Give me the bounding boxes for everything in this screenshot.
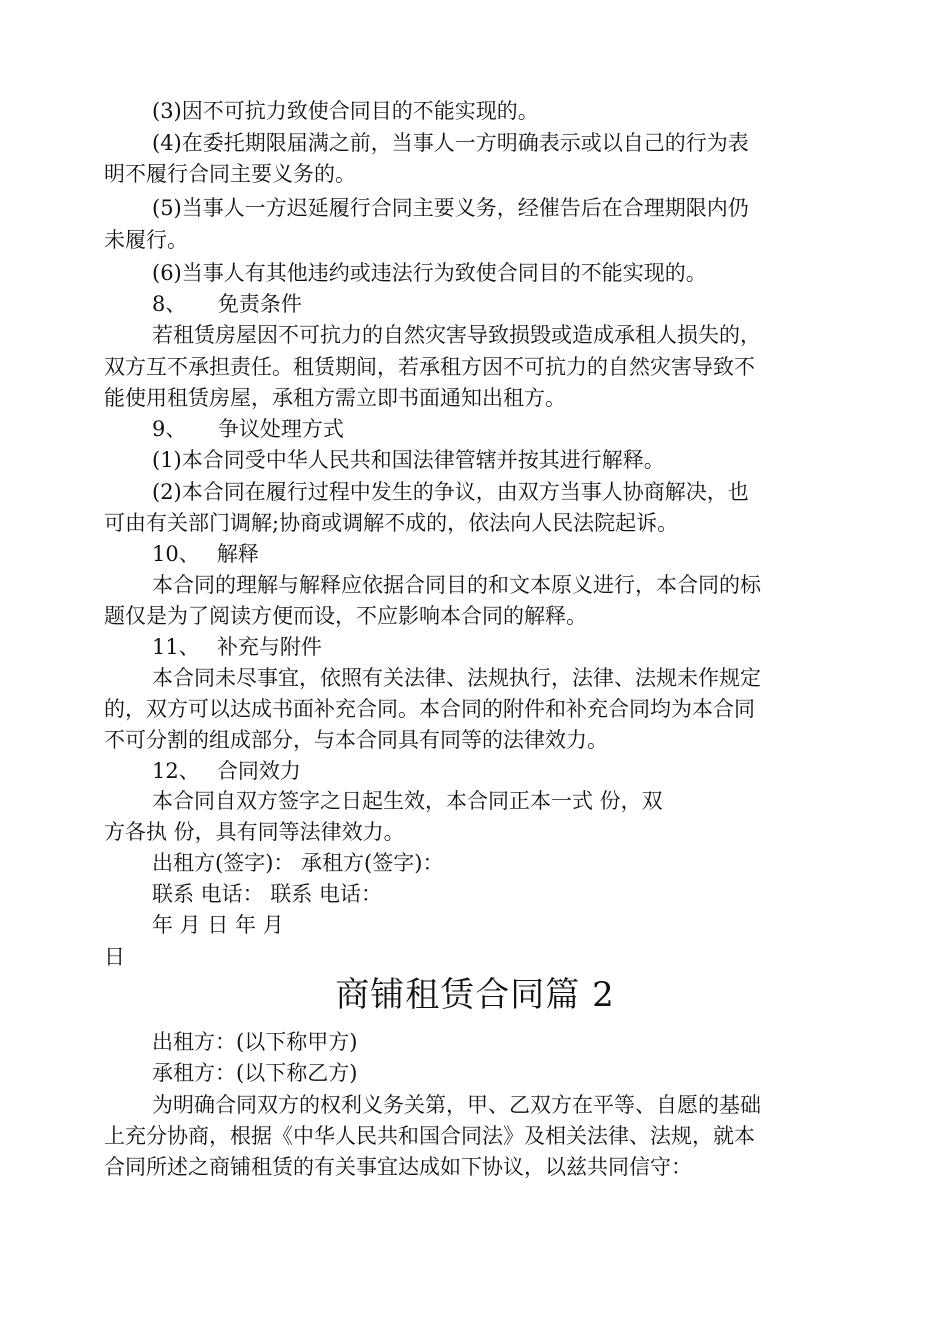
text-line: 为明确合同双方的权利义务关第，甲、乙双方在平等、自愿的基础 bbox=[152, 1093, 761, 1117]
date-line: 年 月 日 年 月 bbox=[152, 913, 284, 937]
date-line: 日 bbox=[104, 945, 125, 969]
text-line: 明不履行合同主要义务的。 bbox=[104, 162, 356, 186]
document-title: 商铺租赁合同篇 2 bbox=[335, 975, 615, 1015]
text-line: (2)本合同在履行过程中发生的争议，由双方当事人协商解决，也 bbox=[152, 480, 749, 504]
section-heading: 8、 免责条件 bbox=[152, 292, 302, 316]
text-line: 本合同自双方签字之日起生效，本合同正本一式 份，双 bbox=[152, 789, 663, 813]
text-line: 能使用租赁房屋，承租方需立即书面通知出租方。 bbox=[104, 386, 566, 410]
text-line: 可由有关部门调解;协商或调解不成的，依法向人民法院起诉。 bbox=[104, 511, 679, 535]
text-line: (5)当事人一方迟延履行合同主要义务，经催告后在合理期限内仍 bbox=[152, 196, 749, 220]
section-heading: 11、 补充与附件 bbox=[152, 635, 322, 659]
text-line: 本合同未尽事宜，依照有关法律、法规执行，法律、法规未作规定 bbox=[152, 666, 761, 690]
text-line: 若租赁房屋因不可抗力的自然灾害导致损毁或造成承租人损失的， bbox=[152, 323, 761, 347]
contact-line: 联系 电话： 联系 电话： bbox=[152, 882, 383, 906]
text-line: 上充分协商，根据《中华人民共和国合同法》及相关法律、法规，就本 bbox=[104, 1124, 755, 1148]
text-line: 未履行。 bbox=[104, 228, 188, 252]
section-heading: 12、 合同效力 bbox=[152, 759, 301, 783]
section-heading: 10、 解释 bbox=[152, 542, 259, 566]
text-line: 题仅是为了阅读方便而设，不应影响本合同的解释。 bbox=[104, 604, 587, 628]
text-line: 出租方：(以下称甲方) bbox=[152, 1030, 358, 1054]
section-heading: 9、 争议处理方式 bbox=[152, 417, 344, 441]
text-line: 合同所述之商铺租赁的有关事宜达成如下协议，以兹共同信守： bbox=[104, 1155, 692, 1179]
text-line: 双方互不承担责任。租赁期间，若承租方因不可抗力的自然灾害导致不 bbox=[104, 355, 755, 379]
text-line: (4)在委托期限届满之前，当事人一方明确表示或以自己的行为表 bbox=[152, 131, 749, 155]
text-line: (6)当事人有其他违约或违法行为致使合同目的不能实现的。 bbox=[152, 261, 707, 285]
text-line: 不可分割的组成部分，与本合同具有同等的法律效力。 bbox=[104, 728, 608, 752]
text-line: 方各执 份，具有同等法律效力。 bbox=[104, 820, 405, 844]
text-line: (1)本合同受中华人民共和国法律管辖并按其进行解释。 bbox=[152, 448, 665, 472]
text-line: (3)因不可抗力致使合同目的不能实现的。 bbox=[152, 99, 539, 123]
signature-line: 出租方(签字)： 承租方(签字)： bbox=[152, 851, 444, 875]
text-line: 承租方：(以下称乙方) bbox=[152, 1061, 358, 1085]
text-line: 本合同的理解与解释应依据合同目的和文本原义进行，本合同的标 bbox=[152, 573, 761, 597]
text-line: 的，双方可以达成书面补充合同。本合同的附件和补充合同均为本合同 bbox=[104, 697, 755, 721]
